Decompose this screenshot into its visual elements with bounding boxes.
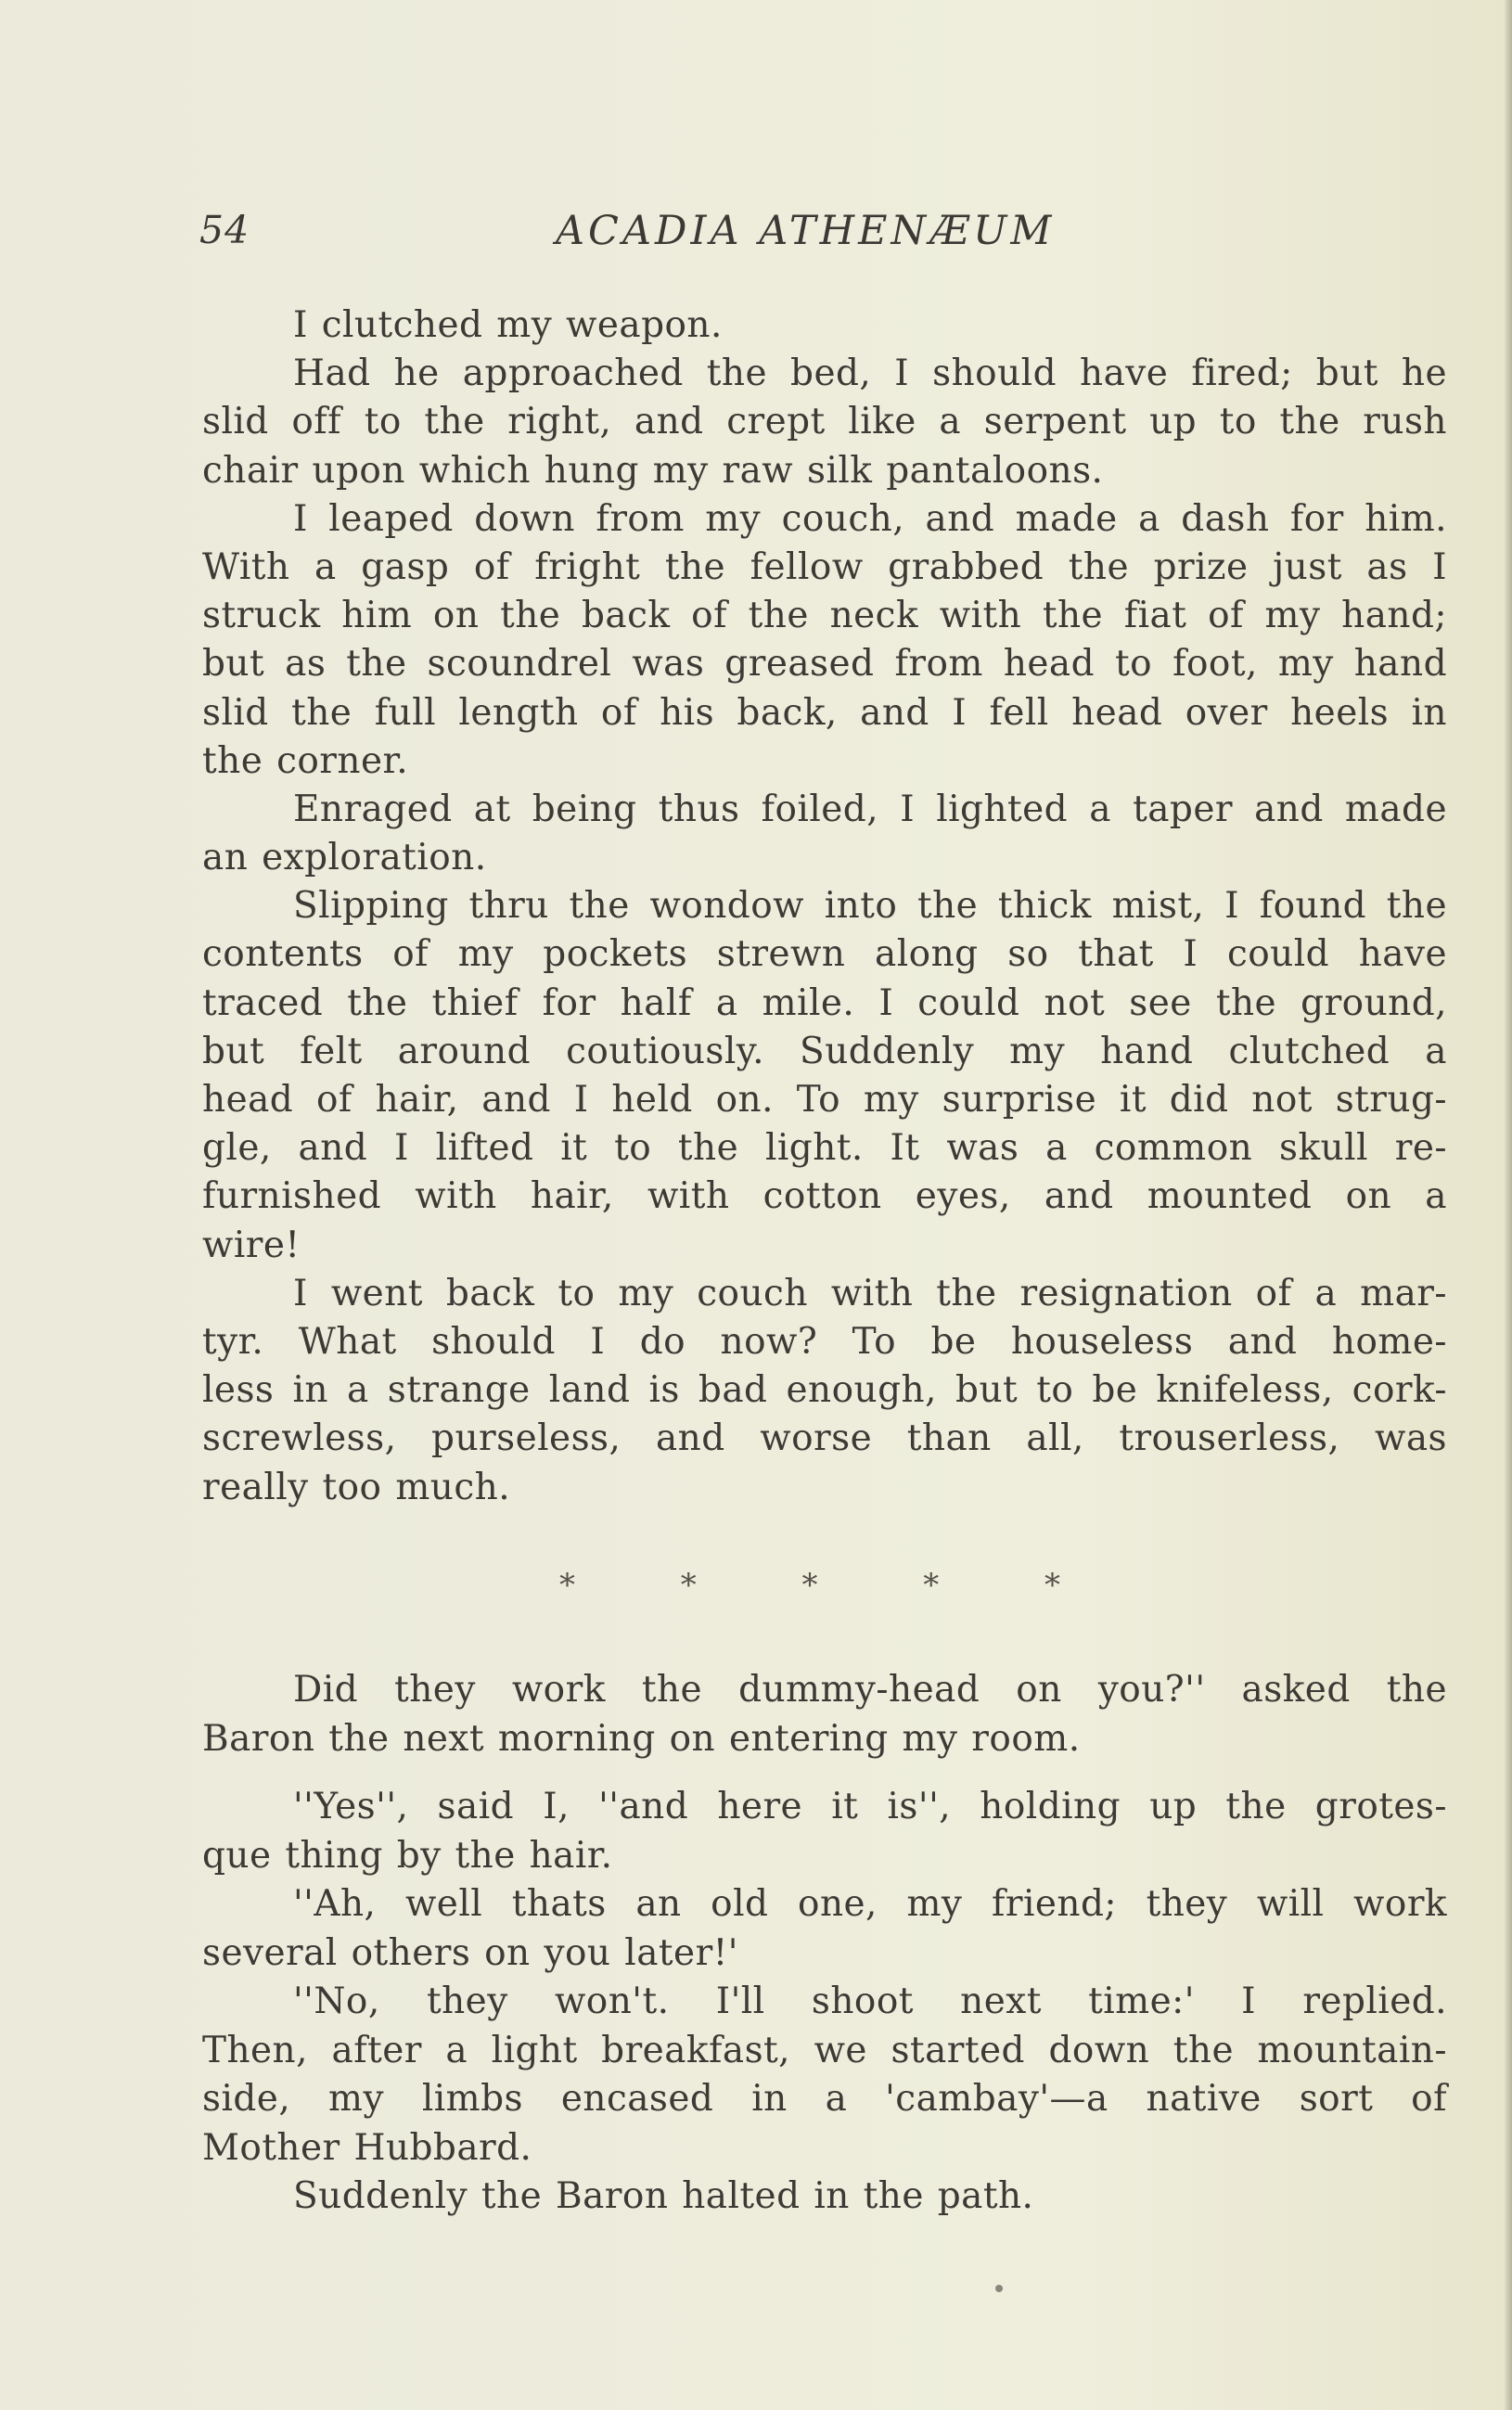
dialogue-line: que thing by the hair. bbox=[202, 1834, 613, 1877]
running-title: ACADIA ATHENÆUM bbox=[556, 208, 1056, 254]
ink-dot bbox=[995, 2285, 1003, 2292]
page-header bbox=[199, 204, 1447, 260]
text-line: furnished with hair, with cotton eyes, and mounted on a bbox=[202, 1175, 1447, 1218]
section-star: * bbox=[801, 1567, 818, 1604]
text-line: Had he approached the bed, I should have fired; but he bbox=[293, 353, 1447, 395]
text-line: tyr. What should I do now? To be houseless and home- bbox=[202, 1320, 1447, 1363]
text-line: slid off to the right, and crept like a serpent up to the rush bbox=[202, 401, 1447, 443]
dialogue-line: ''No, they won't. I'll shoot next time:' I replied. bbox=[293, 1981, 1447, 2022]
text-line: struck him on the back of the neck with the fiat of my hand; bbox=[202, 595, 1447, 637]
paragraph-gap bbox=[202, 1763, 1447, 1783]
text-line: With a gasp of fright the fellow grabbed the prize just as I bbox=[202, 545, 1447, 588]
text-line: I clutched my weapon. bbox=[293, 304, 723, 346]
dialogue-text bbox=[202, 1666, 1447, 2222]
dialogue-line: Did they work the dummy-head on you?'' asked the bbox=[293, 1669, 1447, 1711]
dialogue-line: ''Ah, well thats an old one, my friend; they will work bbox=[293, 1883, 1447, 1925]
section-star: * bbox=[923, 1567, 940, 1604]
text-line: traced the thief for half a mile. I could not see the ground, bbox=[202, 981, 1447, 1024]
page-edge-shadow bbox=[1505, 0, 1512, 2410]
dialogue-line: side, my limbs encased in a 'cambay'—a native sort of bbox=[202, 2078, 1447, 2120]
section-break bbox=[559, 1568, 1060, 1603]
text-line: I leaped down from my couch, and made a dash for him. bbox=[293, 497, 1447, 540]
text-line: the corner. bbox=[202, 739, 409, 782]
text-line: less in a strange land is bad enough, but to be knifeless, cork- bbox=[202, 1369, 1447, 1412]
text-line: Enraged at being thus foiled, I lighted a taper and made bbox=[293, 788, 1447, 830]
text-line: head of hair, and I held on. To my surprise it did not strug- bbox=[202, 1079, 1447, 1121]
text-line: chair upon which hung my raw silk pantaloons. bbox=[202, 449, 1104, 492]
text-line: I went back to my couch with the resignation of a mar- bbox=[293, 1272, 1447, 1314]
text-line: contents of my pockets strewn along so that I could have bbox=[202, 933, 1447, 976]
text-line: but felt around coutiously. Suddenly my hand clutched a bbox=[202, 1030, 1447, 1072]
text-line: an exploration. bbox=[202, 837, 487, 879]
dialogue-line: Then, after a light breakfast, we started down the mountain- bbox=[202, 2029, 1447, 2071]
dialogue-line: ''Yes'', said I, ''and here it is'', holding up the grotes- bbox=[293, 1786, 1447, 1827]
text-line: wire! bbox=[202, 1224, 301, 1266]
text-line: gle, and I lifted it to the light. It was a common skull re- bbox=[202, 1127, 1447, 1170]
dialogue-line: Suddenly the Baron halted in the path. bbox=[293, 2175, 1034, 2217]
dialogue-line: several others on you later!' bbox=[202, 1931, 738, 1974]
page-number: 54 bbox=[199, 208, 250, 252]
text-line: Slipping thru the wondow into the thick mist, I found the bbox=[293, 885, 1447, 928]
text-line: really too much. bbox=[202, 1466, 511, 1508]
text-line: but as the scoundrel was greased from head to foot, my hand bbox=[202, 643, 1447, 686]
dialogue-line: Baron the next morning on entering my room. bbox=[202, 1717, 1081, 1760]
section-star: * bbox=[1044, 1567, 1060, 1604]
dialogue-line: Mother Hubbard. bbox=[202, 2126, 532, 2169]
text-line: screwless, purseless, and worse than all, trouserless, was bbox=[202, 1417, 1447, 1460]
section-star: * bbox=[680, 1567, 697, 1604]
section-star: * bbox=[559, 1567, 575, 1604]
main-text bbox=[202, 301, 1447, 1512]
text-line: slid the full length of his back, and I fell head over heels in bbox=[202, 691, 1447, 734]
